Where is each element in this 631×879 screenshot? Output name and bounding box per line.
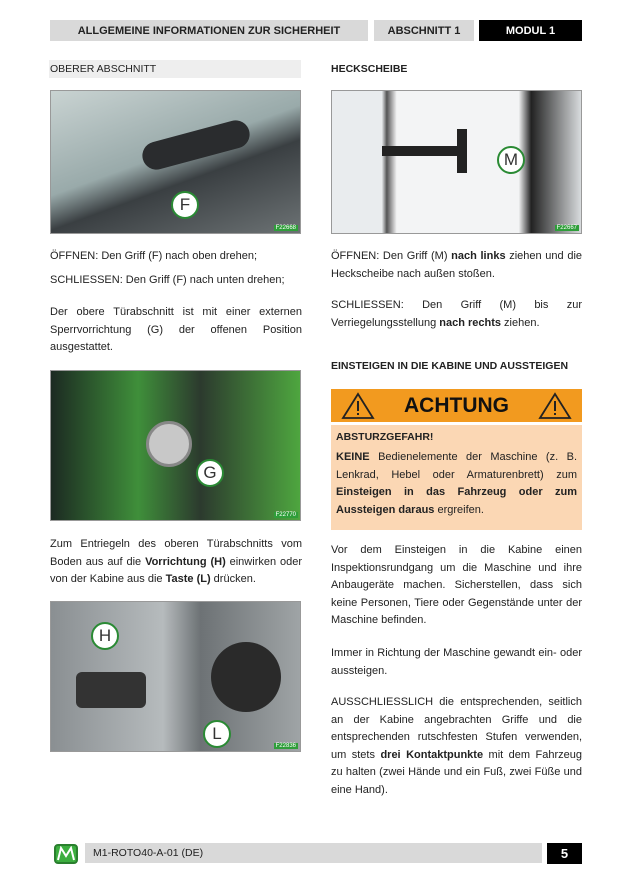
image-code: F22668: [275, 225, 296, 231]
section-heading-rear: HECKSCHEIBE: [331, 63, 408, 75]
label-m: M: [497, 146, 525, 174]
warning-box: [331, 389, 582, 530]
text: Bedienelemente der Maschine (z. B. Lenkrad, Hebel oder Armaturenbrett) zum: [336, 451, 577, 481]
warning-subtitle: ABSTURZGEFAHR!: [336, 431, 434, 443]
close-text: [331, 297, 582, 332]
text: ergreifen.: [434, 503, 484, 516]
open-text: ÖFFNEN: Den Griff (F) nach oben drehen;: [50, 250, 258, 262]
header-section: ABSCHNITT 1: [374, 20, 474, 41]
direction-paragraph: Immer in Richtung der Maschine gewandt ein- oder aussteigen.: [331, 647, 582, 677]
contact-paragraph: [331, 694, 582, 799]
photo-handle-m: [331, 90, 582, 234]
warning-header: [331, 389, 582, 422]
text: einwirken oder von der Kabine aus die: [50, 555, 302, 585]
text-bold: nach links: [451, 250, 506, 262]
section-heading-upper: OBERER ABSCHNITT: [49, 60, 301, 78]
text-bold: Vorrichtung (H): [145, 555, 226, 568]
text: ziehen und die Heckscheibe nach außen stoßen.: [331, 250, 583, 280]
unlock-paragraph: [50, 536, 302, 589]
header-title: ALLGEMEINE INFORMATIONEN ZUR SICHERHEIT: [50, 20, 368, 41]
warning-title: ACHTUNG: [404, 393, 509, 417]
text: Zum Entriegeln des oberen Türabschnitts vom Boden aus auf die: [50, 538, 302, 568]
text: mit dem Fahrzeug zu halten (zwei Hände und ein Fuß, zwei Füße und eine Hand).: [331, 748, 582, 796]
photo-device-h-l: [50, 601, 301, 752]
image-code: F22667: [556, 225, 577, 231]
warning-triangle-icon: [538, 392, 572, 420]
open-text: [331, 248, 582, 283]
label-g: G: [196, 459, 224, 487]
close-text: SCHLIESSEN: Den Griff (F) nach unten drehen;: [50, 274, 285, 286]
image-code: F22770: [275, 512, 296, 518]
text-bold: nach rechts: [439, 316, 501, 329]
footer-doc-code: M1-ROTO40-A-01 (DE): [85, 843, 542, 863]
photo-handle-f: [50, 90, 301, 234]
warning-body: [331, 425, 582, 530]
text-bold: KEINE: [336, 451, 370, 463]
warning-triangle-icon: [341, 392, 375, 420]
label-f: F: [171, 191, 199, 219]
text: drücken.: [210, 573, 256, 585]
page-number: 5: [547, 843, 582, 864]
label-l: L: [203, 720, 231, 748]
image-code: F22836: [275, 743, 296, 749]
lock-paragraph: Der obere Türabschnitt ist mit einer externen Sperrvorrichtung (G) der offenen Position ausgestattet.: [50, 306, 302, 353]
text: ÖFFNEN: Den Griff (M): [331, 250, 452, 262]
inspection-paragraph: Vor dem Einsteigen in die Kabine einen Inspektionsrundgang um die Maschine und ihre Anbaugeräte machen. Sicherstellen, dass sich keine Personen, Tiere oder Gegenstände unter der Maschine befinden.: [331, 544, 582, 626]
text: AUSSCHLIESSLICH die entsprechenden, seitlich an der Kabine angebrachten Griffe und die entsprechenden rutschfesten Stufen verwenden, um stets: [331, 696, 582, 761]
label-h: H: [91, 622, 119, 650]
header-module: MODUL 1: [479, 20, 582, 41]
text: ziehen.: [501, 316, 540, 329]
text-bold: Einsteigen in das Fahrzeug oder zum Aussteigen daraus: [336, 486, 577, 516]
text: SCHLIESSEN: Den Griff (M) bis zur Verriegelungsstellung: [331, 299, 582, 329]
section-heading-entry: EINSTEIGEN IN DIE KABINE UND AUSSTEIGEN: [331, 360, 569, 372]
photo-lock-g: [50, 370, 301, 521]
text-bold: drei Kontaktpunkte: [380, 748, 484, 761]
brand-logo: [54, 844, 78, 864]
text-bold: Taste (L): [165, 573, 211, 585]
